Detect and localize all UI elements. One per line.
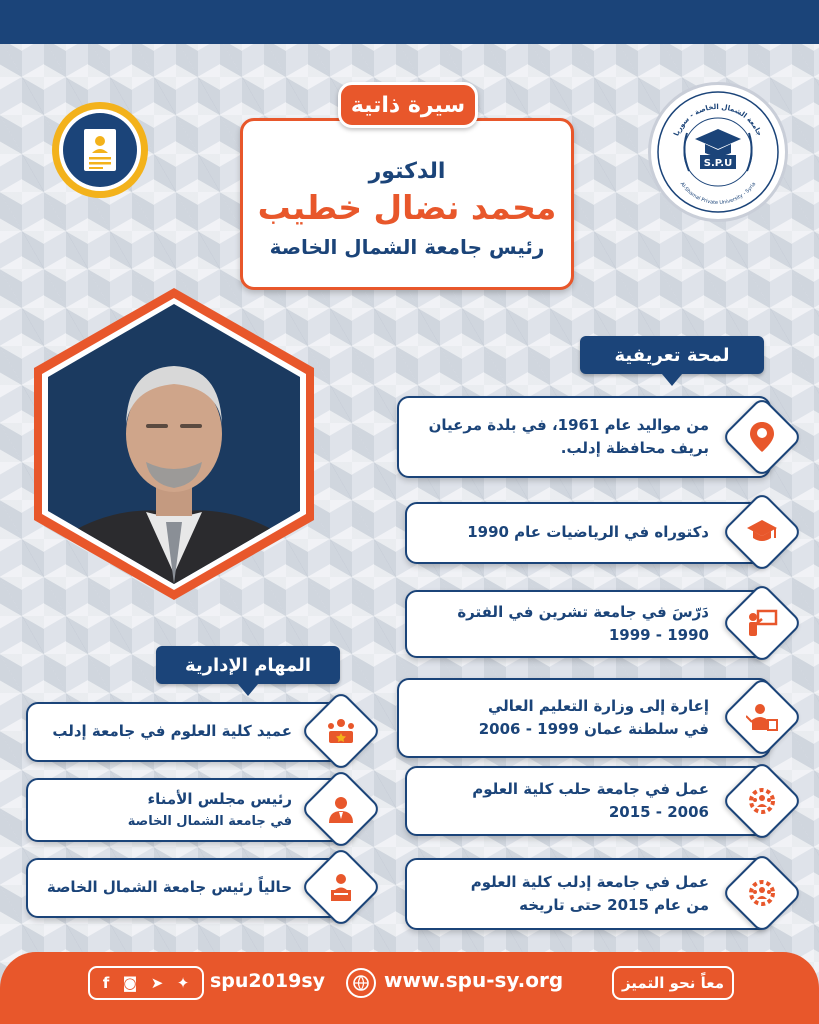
seal-english-text: Al-Shamal Private University - Syria xyxy=(678,181,758,207)
about-item-doctorate xyxy=(405,502,771,564)
admin-item-line: حالياً رئيس جامعة الشمال الخاصة xyxy=(46,878,292,897)
footer-bar xyxy=(0,952,819,1024)
cv-document-badge xyxy=(52,102,148,198)
portrait-photo xyxy=(28,284,320,604)
about-item-line: 2006 - 2015 xyxy=(608,803,709,821)
person-name: محمد نضال خطيب xyxy=(257,188,557,227)
spu-seal-icon xyxy=(655,89,781,215)
cv-badge-label: سيرة ذاتية xyxy=(338,82,478,128)
globe-icon xyxy=(346,968,376,998)
admin-heading: المهام الإدارية xyxy=(156,646,340,684)
twitter-icon[interactable]: ✦ xyxy=(176,974,190,992)
admin-item-line: عميد كلية العلوم في جامعة إدلب xyxy=(52,722,292,741)
name-card xyxy=(240,118,574,290)
social-handle[interactable]: spu2019sy xyxy=(210,970,326,992)
academic-title: الدكتور xyxy=(368,159,446,184)
university-logo xyxy=(648,82,788,222)
about-item-line: دكتوراه في الرياضيات عام 1990 xyxy=(467,523,709,542)
about-item-line: عمل في جامعة إدلب كلية العلوم xyxy=(470,872,709,891)
about-item-line: من عام 2015 حتى تاريخه xyxy=(519,896,709,914)
about-item-line: دَرّسَ في جامعة تشرين في الفترة xyxy=(457,602,709,621)
seal-initials: S.P.U xyxy=(703,158,733,169)
website-link[interactable]: www.spu-sy.org xyxy=(384,968,564,992)
about-item-line: 1990 - 1999 xyxy=(608,626,709,644)
about-item-line: إعارة إلى وزارة التعليم العالي xyxy=(488,696,709,715)
about-item-line: عمل في جامعة حلب كلية العلوم xyxy=(472,779,709,798)
about-item-line: من مواليد عام 1961، في بلدة مرعيان xyxy=(428,415,709,434)
about-item-line: في سلطنة عمان 1999 - 2006 xyxy=(478,720,709,738)
admin-item-line: في جامعة الشمال الخاصة xyxy=(127,813,292,829)
about-item-idlib xyxy=(405,858,771,930)
seal-arabic-text: جامعة الشمال الخاصة - سوريا xyxy=(672,102,764,138)
instagram-icon[interactable]: ◙ xyxy=(122,974,138,992)
about-item-tishreen xyxy=(405,590,771,658)
person-role: رئيس جامعة الشمال الخاصة xyxy=(269,235,545,259)
cv-document-icon xyxy=(80,127,120,173)
slogan: معاً نحو التميز xyxy=(612,966,734,1000)
about-item-line: بريف محافظة إدلب. xyxy=(560,439,709,457)
admin-item-line: رئيس مجلس الأمناء xyxy=(147,790,292,809)
top-bar xyxy=(0,0,819,44)
telegram-icon[interactable]: ➤ xyxy=(150,974,164,992)
social-links xyxy=(88,966,204,1000)
about-item-birth xyxy=(397,396,771,478)
about-item-aleppo xyxy=(405,766,771,836)
about-item-oman xyxy=(397,678,771,758)
facebook-icon[interactable]: f xyxy=(102,974,110,992)
about-heading: لمحة تعريفية xyxy=(580,336,764,374)
